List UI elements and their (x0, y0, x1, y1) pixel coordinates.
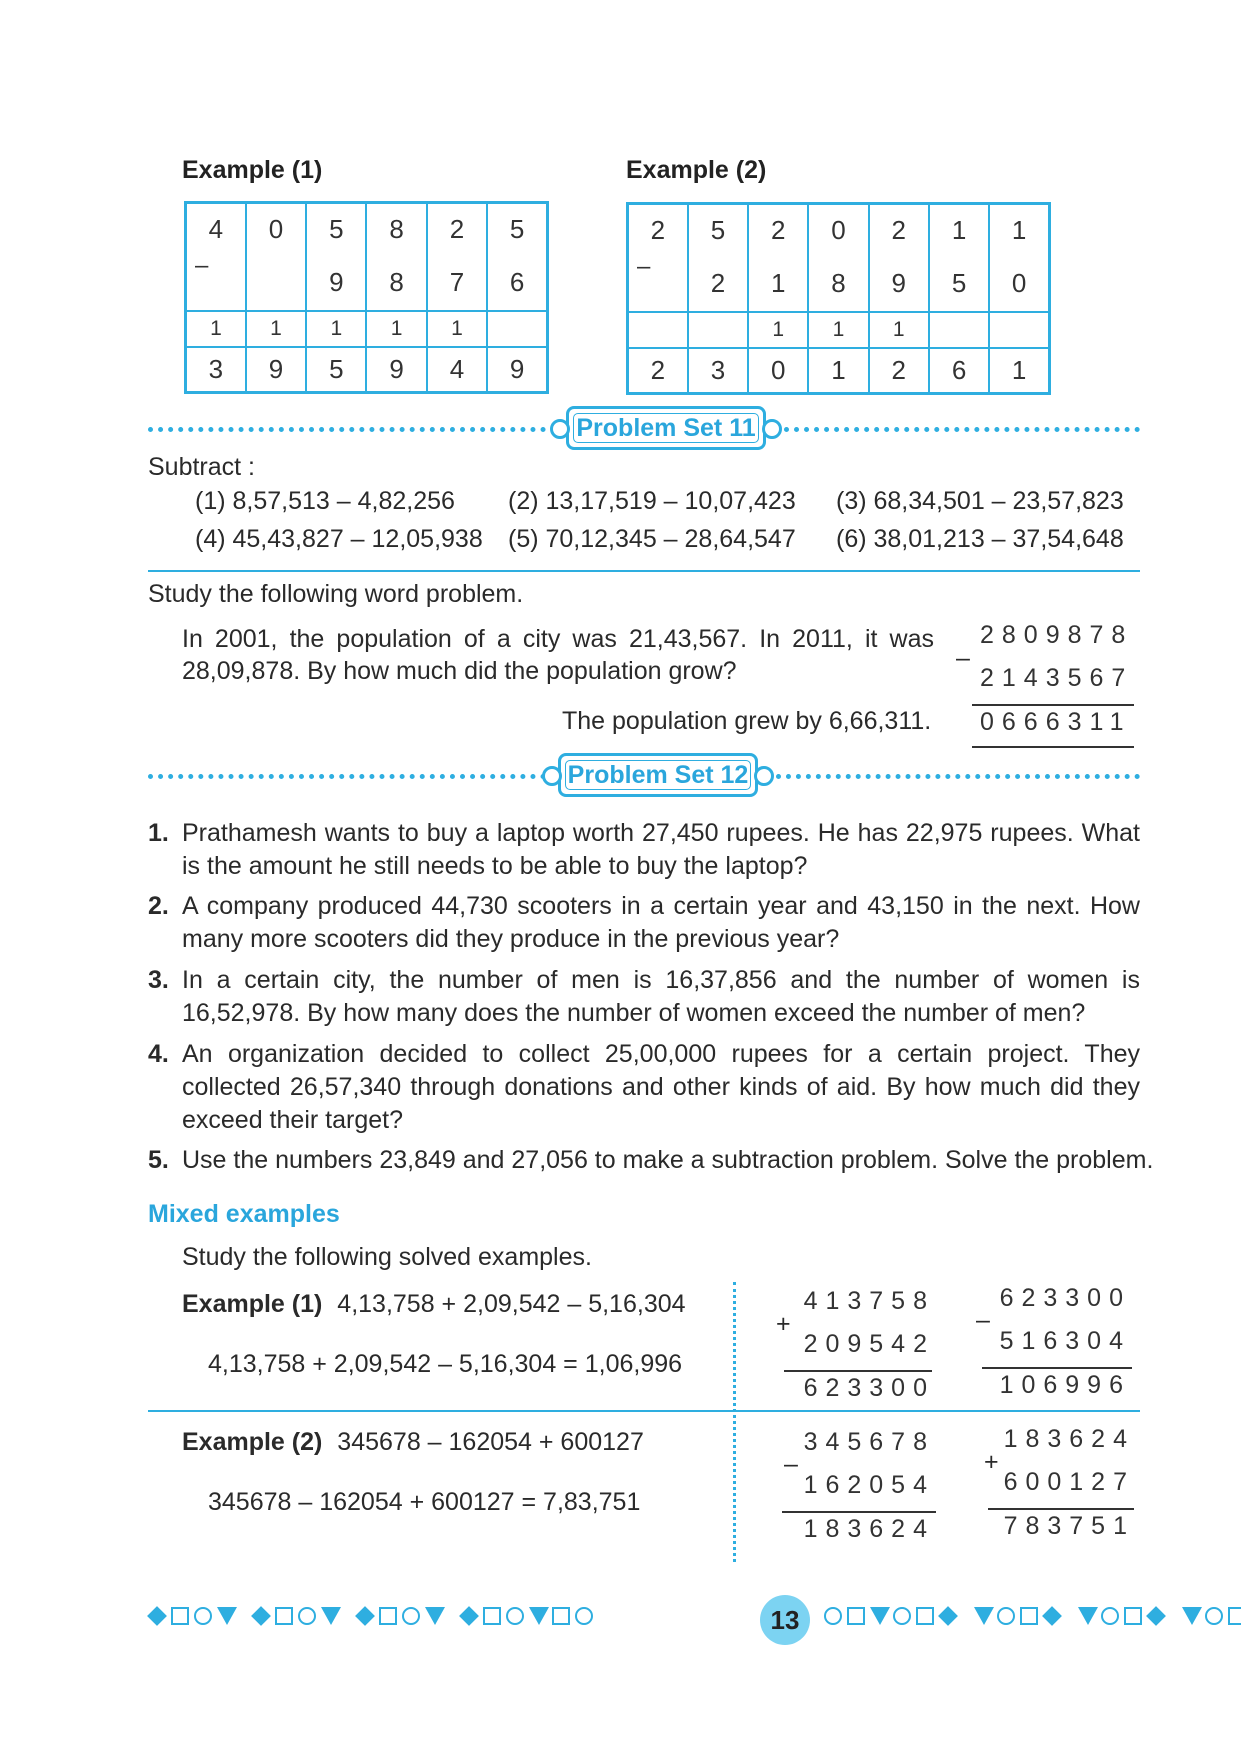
grid-cell (808, 348, 868, 394)
digit: 1 (210, 316, 222, 340)
calc-top: 413758 (803, 1287, 935, 1315)
ps11-item: (1) 8,57,513 – 4,82,256 (195, 487, 455, 515)
grid-cell (306, 203, 366, 255)
mixed-example1 (182, 1290, 686, 1319)
example-expression: 345678 – 162054 + 600127 (337, 1428, 644, 1456)
calc-result: 106996 (999, 1371, 1131, 1399)
grid-cell (366, 255, 426, 311)
grid-row (186, 311, 548, 347)
diamond-icon (938, 1606, 958, 1626)
grid-cell (688, 204, 748, 256)
dotted-rule-right (776, 774, 1140, 779)
ps11-item: (3) 68,34,501 – 23,57,823 (836, 487, 1124, 515)
plus-sign: + (776, 1310, 791, 1338)
digit: 1 (831, 354, 846, 385)
digit: 1 (1011, 214, 1027, 245)
plus-sign: + (984, 1448, 999, 1476)
problem-number: 1. (148, 819, 169, 847)
problem-set-11-badge (566, 406, 766, 450)
problem-set-12-badge (558, 753, 758, 797)
dotted-rule-left (148, 427, 556, 432)
grid-cell (808, 204, 868, 256)
calc-rule (972, 704, 1134, 706)
calc-rule (982, 1367, 1132, 1369)
calc-bottom: 516304 (999, 1327, 1131, 1355)
problem-number: 2. (148, 892, 169, 920)
circle-icon (194, 1607, 212, 1625)
grid-cell (869, 312, 929, 348)
square-icon (1228, 1607, 1241, 1625)
grid-cell (869, 348, 929, 394)
minus-sign: – (195, 252, 209, 279)
grid-row (628, 256, 1050, 312)
calc-rule (782, 1511, 936, 1513)
digit: 1 (770, 267, 786, 298)
diamond-icon (459, 1606, 479, 1626)
digit: 3 (208, 353, 224, 384)
dotted-rule-right (784, 427, 1140, 432)
triangle-icon (974, 1607, 994, 1625)
example1-grid (184, 201, 549, 394)
digit: 9 (329, 266, 344, 297)
grid-cell (989, 204, 1049, 256)
square-icon (1020, 1607, 1038, 1625)
digit: 9 (509, 353, 525, 384)
diamond-icon (251, 1606, 271, 1626)
grid-cell (929, 256, 989, 312)
mixed-example2 (182, 1428, 644, 1457)
problem-set-12-title: Problem Set 12 (567, 761, 749, 789)
digit: 7 (449, 266, 465, 297)
calc-bottom: 2143567 (980, 664, 1134, 692)
triangle-icon (217, 1607, 237, 1625)
grid-cell (427, 311, 487, 347)
minus-sign: – (956, 644, 970, 672)
circle-icon (893, 1607, 911, 1625)
digit: 0 (268, 213, 284, 244)
diamond-icon (1042, 1606, 1062, 1626)
calc-top: 623300 (999, 1284, 1131, 1312)
grid-row (628, 348, 1050, 394)
problem-number: 4. (148, 1040, 169, 1068)
grid-cell (989, 256, 1049, 312)
digit: 5 (951, 267, 967, 298)
ps11-item: (5) 70,12,345 – 28,64,547 (508, 525, 796, 553)
example-expression: 4,13,758 + 2,09,542 – 5,16,304 (337, 1290, 686, 1318)
grid-row (628, 204, 1050, 256)
grid-cell (688, 312, 748, 348)
section-divider (148, 570, 1140, 572)
grid-cell (487, 255, 547, 311)
grid-row (186, 255, 548, 311)
problem-text: An organization decided to collect 25,00,000 rupees for a certain project. They collected 26,57,340 through donations and other kinds of aid. By how much did they exceed their target? (182, 1040, 1140, 1134)
mixed-intro: Study the following solved examples. (182, 1243, 592, 1271)
digit: 2 (710, 267, 726, 298)
grid-cell (306, 311, 366, 347)
section-divider (148, 1410, 1140, 1412)
vertical-dotted-divider (733, 1282, 736, 1562)
digit: 1 (330, 316, 343, 340)
grid-cell (487, 203, 547, 255)
grid-cell (366, 347, 426, 393)
circle-icon (506, 1607, 524, 1625)
digit: 1 (772, 317, 785, 341)
grid-cell (306, 347, 366, 393)
example2-grid (626, 202, 1051, 395)
grid-cell (929, 348, 989, 394)
digit: 8 (389, 266, 404, 297)
square-icon (916, 1607, 934, 1625)
example-label: Example (1) (182, 1290, 323, 1318)
digit: 6 (509, 266, 525, 297)
calc-bottom: 209542 (803, 1330, 935, 1358)
diamond-icon (355, 1606, 375, 1626)
circle-icon (1101, 1607, 1119, 1625)
problem-item (148, 890, 1140, 956)
circle-icon (824, 1607, 842, 1625)
digit: 6 (951, 354, 967, 385)
diamond-icon (147, 1606, 167, 1626)
grid-cell (246, 311, 306, 347)
circle-icon (997, 1607, 1015, 1625)
example1-title: Example (1) (182, 156, 323, 184)
grid-cell (748, 204, 808, 256)
problem-item (148, 817, 1140, 883)
problem-text: A company produced 44,730 scooters in a certain year and 43,150 in the next. How many more scooters did they produce in the previous year? (182, 892, 1140, 953)
square-icon (171, 1607, 189, 1625)
problem-item (148, 1038, 1140, 1137)
grid-cell (628, 204, 688, 280)
grid-cell (246, 347, 306, 393)
grid-cell (366, 203, 426, 255)
grid-cell (487, 347, 547, 393)
triangle-icon (1078, 1607, 1098, 1625)
grid-cell (989, 312, 1049, 348)
digit: 1 (390, 316, 403, 340)
grid-cell (869, 204, 929, 256)
grid-cell (688, 256, 748, 312)
calc-bottom: 600127 (1003, 1468, 1135, 1496)
minus-sign: – (976, 1306, 990, 1334)
digit: 3 (710, 354, 726, 385)
calc-rule (972, 746, 1134, 748)
digit: 5 (329, 353, 344, 384)
grid-cell (186, 347, 246, 393)
digit: 1 (892, 317, 905, 341)
problem-number: 5. (148, 1146, 169, 1174)
digit: 5 (710, 214, 726, 245)
calc-top: 183624 (1003, 1425, 1135, 1453)
calc-top: 345678 (803, 1428, 935, 1456)
digit: 0 (1011, 267, 1027, 298)
grid-cell (306, 255, 366, 311)
grid-row (186, 203, 548, 255)
grid-cell (246, 255, 306, 311)
digit: 4 (449, 353, 465, 384)
grid-cell (246, 203, 306, 255)
problem-set-11-title: Problem Set 11 (576, 414, 756, 442)
digit: 2 (650, 354, 666, 385)
subtract-label: Subtract : (148, 453, 255, 481)
grid-cell (748, 256, 808, 312)
grid-cell (748, 312, 808, 348)
dotted-rule-left (148, 774, 556, 779)
calc-bottom: 162054 (803, 1471, 935, 1499)
square-icon (1124, 1607, 1142, 1625)
circle-icon (402, 1607, 420, 1625)
square-icon (483, 1607, 501, 1625)
grid-cell (989, 348, 1049, 394)
word-problem-line: 28,09,878. By how much did the population grow? (182, 657, 737, 685)
digit: 2 (891, 354, 906, 385)
grid-cell (869, 256, 929, 312)
ps11-item: (6) 38,01,213 – 37,54,648 (836, 525, 1124, 553)
problem-text: Use the numbers 23,849 and 27,056 to make a subtraction problem. Solve the problem. (182, 1146, 1154, 1174)
grid-cell (628, 348, 688, 394)
diamond-icon (1146, 1606, 1166, 1626)
page-number: 13 (760, 1595, 810, 1645)
calc-result: 783751 (1003, 1512, 1135, 1540)
grid-cell (808, 256, 868, 312)
grid-row (628, 312, 1050, 348)
grid-cell (427, 347, 487, 393)
digit: 0 (770, 354, 786, 385)
example-solution: 4,13,758 + 2,09,542 – 5,16,304 = 1,06,996 (208, 1350, 683, 1378)
problem-item (148, 1144, 1154, 1177)
digit: 1 (451, 316, 463, 340)
minus-sign: – (784, 1450, 798, 1478)
square-icon (379, 1607, 397, 1625)
digit: 2 (449, 213, 465, 244)
calc-result: 623300 (803, 1374, 935, 1402)
triangle-icon (870, 1607, 890, 1625)
digit: 9 (389, 353, 404, 384)
grid-cell (427, 255, 487, 311)
digit: 9 (268, 353, 284, 384)
grid-cell (186, 203, 246, 279)
digit: 1 (832, 317, 845, 341)
digit: 5 (509, 213, 525, 244)
grid-cell (628, 312, 688, 348)
digit: 5 (329, 213, 344, 244)
mixed-examples-heading: Mixed examples (148, 1200, 340, 1228)
example-label: Example (2) (182, 1428, 323, 1456)
minus-sign: – (637, 253, 651, 280)
digit: 1 (1011, 354, 1027, 385)
digit: 4 (208, 213, 224, 244)
triangle-icon (321, 1607, 341, 1625)
triangle-icon (529, 1607, 549, 1625)
digit: 2 (650, 214, 666, 245)
digit: 2 (770, 214, 786, 245)
digit: 8 (389, 213, 404, 244)
ps11-item: (4) 45,43,827 – 12,05,938 (195, 525, 483, 553)
grid-cell (628, 256, 688, 312)
grid-cell (186, 255, 246, 311)
grid-cell (487, 311, 547, 347)
digit: 1 (951, 214, 967, 245)
problem-number: 3. (148, 966, 169, 994)
calc-rule (988, 1508, 1134, 1510)
word-problem-line: In 2001, the population of a city was 21,43,567. In 2011, it was (182, 625, 934, 653)
problem-text: Prathamesh wants to buy a laptop worth 27,450 rupees. He has 22,975 rupees. What is the amount he still needs to be able to buy the laptop? (182, 819, 1140, 880)
triangle-icon (1182, 1607, 1202, 1625)
problem-item (148, 964, 1140, 1030)
example2-title: Example (2) (626, 156, 767, 184)
digit: 0 (831, 214, 846, 245)
grid-cell (688, 348, 748, 394)
calc-top: 2809878 (980, 621, 1134, 649)
grid-cell (748, 348, 808, 394)
digit: 1 (270, 316, 282, 340)
square-icon (552, 1607, 570, 1625)
circle-icon (575, 1607, 593, 1625)
ps11-item: (2) 13,17,519 – 10,07,423 (508, 487, 796, 515)
calc-result: 183624 (803, 1515, 935, 1543)
grid-cell (929, 312, 989, 348)
grid-cell (427, 203, 487, 255)
circle-icon (298, 1607, 316, 1625)
circle-icon (1205, 1607, 1223, 1625)
calc-result: 0666311 (980, 708, 1132, 736)
square-icon (847, 1607, 865, 1625)
grid-cell (366, 311, 426, 347)
grid-row (186, 347, 548, 393)
grid-cell (186, 311, 246, 347)
digit: 2 (891, 214, 906, 245)
page-footer (148, 1595, 1140, 1639)
calc-rule (784, 1370, 932, 1372)
grid-cell (929, 204, 989, 256)
problem-text: In a certain city, the number of men is 16,37,856 and the number of women is 16,52,978. By how many does the number of women exceed the number of men? (182, 966, 1140, 1027)
grid-cell (808, 312, 868, 348)
square-icon (275, 1607, 293, 1625)
digit: 9 (891, 267, 906, 298)
word-problem-intro: Study the following word problem. (148, 580, 524, 608)
digit: 8 (831, 267, 846, 298)
example-solution: 345678 – 162054 + 600127 = 7,83,751 (208, 1488, 641, 1516)
triangle-icon (425, 1607, 445, 1625)
word-problem-answer: The population grew by 6,66,311. (562, 707, 932, 735)
